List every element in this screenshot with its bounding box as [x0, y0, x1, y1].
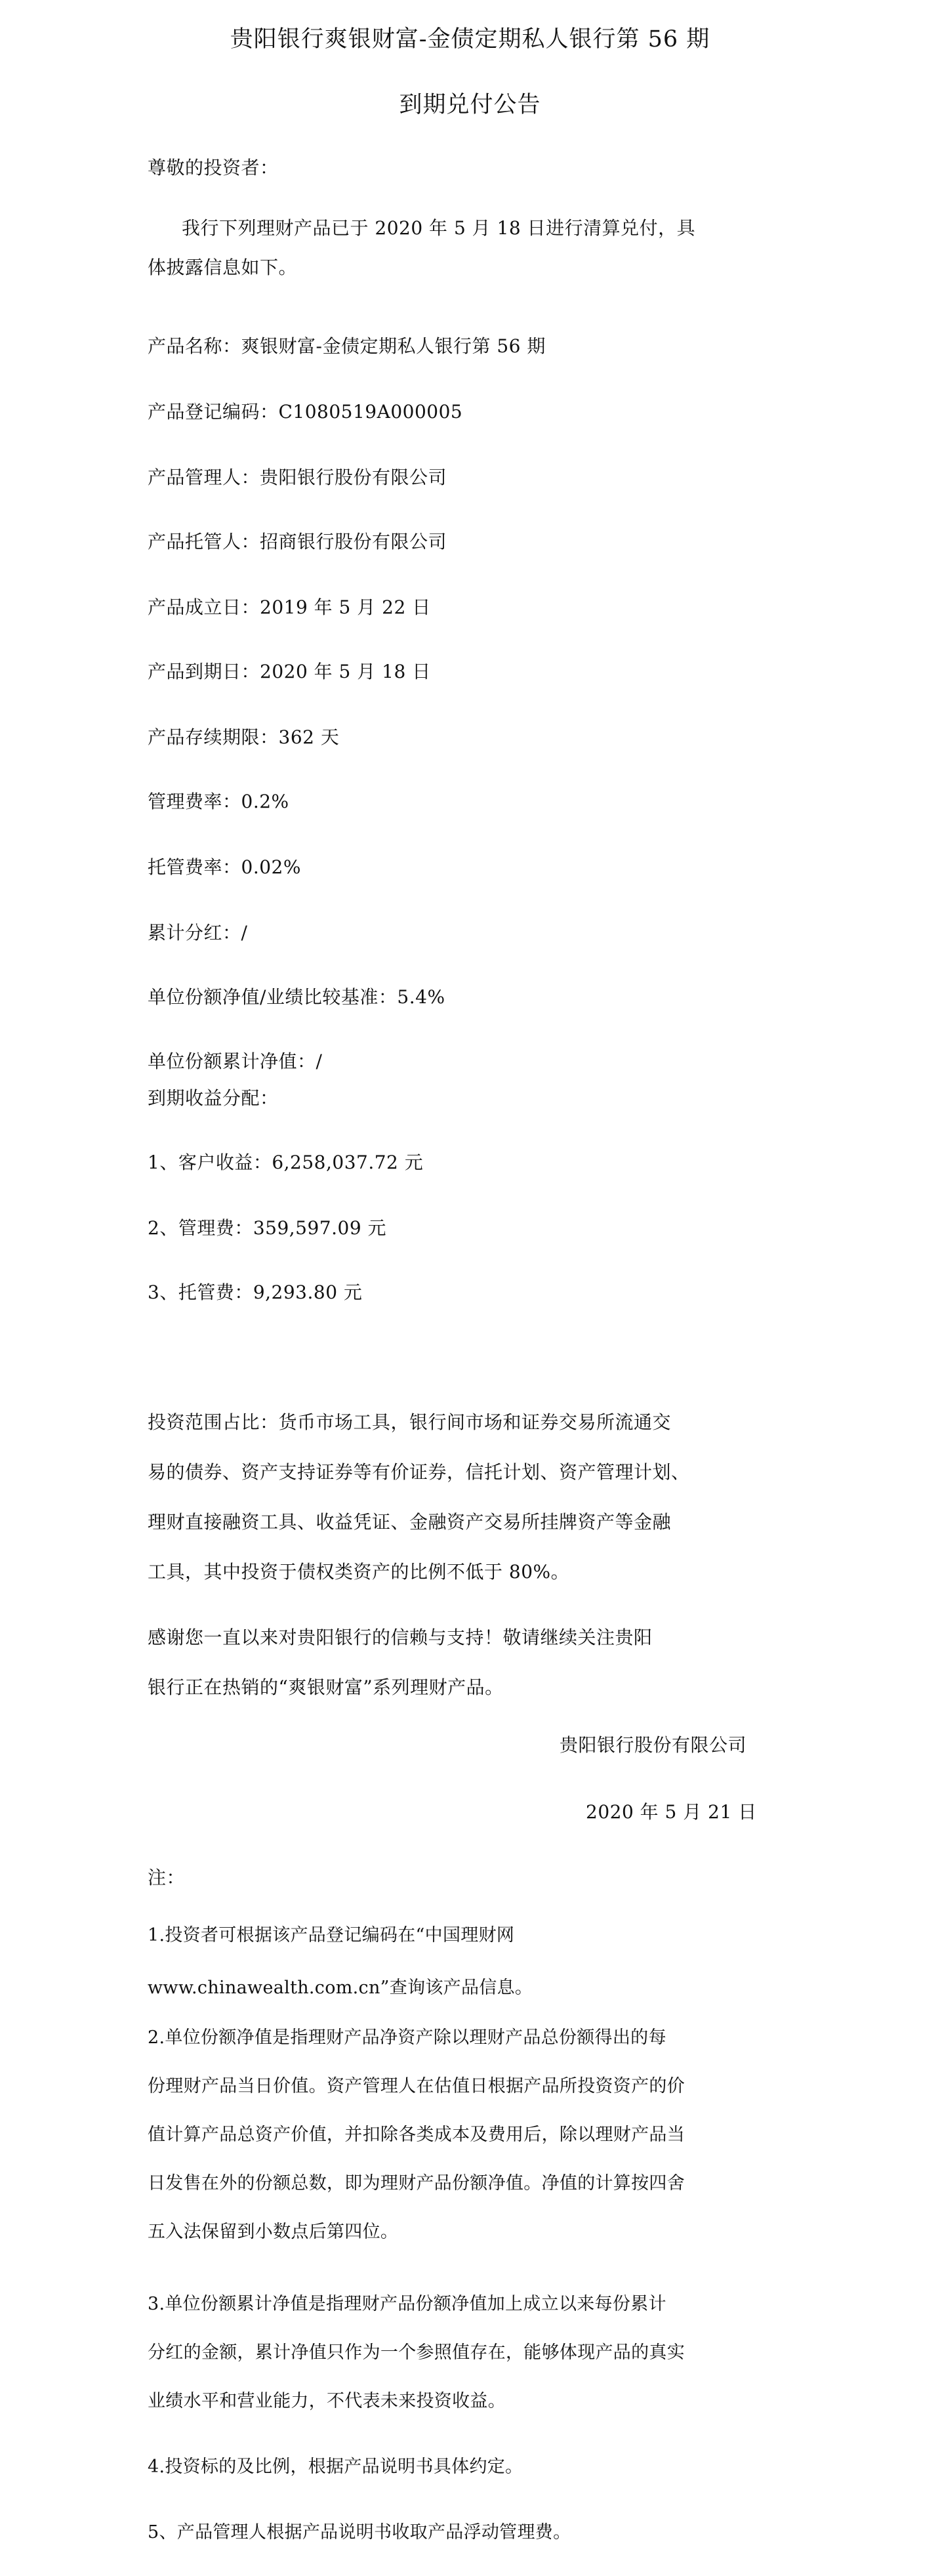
- greeting: 尊敬的投资者：: [148, 157, 279, 178]
- investment-scope-line3: 理财直接融资工具、收益凭证、金融资产交易所挂牌资产等金融: [148, 1511, 672, 1533]
- distribution-management-fee: 2、管理费：359,597.09 元: [148, 1217, 387, 1239]
- intro-line1: 我行下列理财产品已于 2020 年 5 月 18 日进行清算兑付，具: [182, 217, 696, 239]
- note-2: [148, 2025, 804, 2245]
- distribution-custody-fee: 3、托管费：9,293.80 元: [148, 1281, 363, 1303]
- intro-paragraph: [148, 215, 797, 281]
- investment-scope-line1: 投资范围占比：货币市场工具，银行间市场和证券交易所流通交: [148, 1411, 672, 1433]
- field-custody-fee-rate: 托管费率：0.02%: [148, 856, 301, 878]
- intro-line2: 体披露信息如下。: [148, 257, 298, 278]
- field-unit-nav-benchmark: 单位份额净值/业绩比较基准：5.4%: [148, 986, 445, 1008]
- note-1-line1: 1.投资者可根据该产品登记编码在“中国理财网: [148, 1925, 515, 1945]
- field-maturity-date: 产品到期日：2020 年 5 月 18 日: [148, 661, 431, 682]
- field-product-name: 产品名称：爽银财富-金债定期私人银行第 56 期: [148, 335, 546, 357]
- field-duration: 产品存续期限：362 天: [148, 726, 340, 748]
- thanks-paragraph: [148, 1625, 797, 1701]
- signature-date: 2020 年 5 月 21 日: [586, 1801, 757, 1823]
- signature-company: 贵阳银行股份有限公司: [560, 1734, 747, 1756]
- field-product-custodian: 产品托管人：招商银行股份有限公司: [148, 531, 447, 552]
- note-2-line1: 2.单位份额净值是指理财产品净资产除以理财产品总份额得出的每: [148, 2027, 666, 2048]
- thanks-line2: 银行正在热销的“爽银财富”系列理财产品。: [148, 1676, 504, 1698]
- note-3-line3: 业绩水平和营业能力，不代表未来投资收益。: [148, 2391, 506, 2411]
- field-inception-date: 产品成立日：2019 年 5 月 22 日: [148, 596, 431, 618]
- note-1-line2: www.chinawealth.com.cn”查询该产品信息。: [148, 1978, 533, 1998]
- note-4: 4.投资标的及比例，根据产品说明书具体约定。: [148, 2457, 523, 2477]
- distribution-client-income: 1、客户收益：6,258,037.72 元: [148, 1152, 424, 1173]
- document-title-line2: 到期兑付公告: [399, 92, 541, 118]
- field-cumulative-nav: 单位份额累计净值：/: [148, 1050, 323, 1072]
- investment-scope-line4: 工具，其中投资于债权类资产的比例不低于 80%。: [148, 1561, 570, 1583]
- note-2-line4: 日发售在外的份额总数，即为理财产品份额净值。净值的计算按四舍: [148, 2173, 685, 2193]
- note-1: [148, 1920, 804, 2004]
- note-2-line2: 份理财产品当日价值。资产管理人在估值日根据产品所投资资产的价: [148, 2076, 685, 2096]
- thanks-line1: 感谢您一直以来对贵阳银行的信赖与支持！敬请继续关注贵阳: [148, 1627, 653, 1648]
- note-3: [148, 2291, 804, 2415]
- investment-scope-line2: 易的债券、资产支持证券等有价证券，信托计划、资产管理计划、: [148, 1461, 690, 1483]
- field-management-fee-rate: 管理费率：0.2%: [148, 791, 289, 812]
- note-5: 5、产品管理人根据产品说明书收取产品浮动管理费。: [148, 2522, 571, 2543]
- field-registration-code: 产品登记编码：C1080519A000005: [148, 401, 463, 423]
- note-2-line3: 值计算产品总资产价值，并扣除各类成本及费用后，除以理财产品当: [148, 2125, 685, 2145]
- notes-heading: 注：: [148, 1867, 186, 1888]
- note-2-line5: 五入法保留到小数点后第四位。: [148, 2222, 399, 2242]
- field-product-manager: 产品管理人：贵阳银行股份有限公司: [148, 467, 447, 488]
- note-3-line1: 3.单位份额累计净值是指理财产品份额净值加上成立以来每份累计: [148, 2294, 666, 2314]
- document-title-line1: 贵阳银行爽银财富-金债定期私人银行第 56 期: [230, 26, 710, 52]
- investment-scope-paragraph: [148, 1409, 797, 1585]
- field-distribution-heading: 到期收益分配：: [148, 1087, 279, 1109]
- note-3-line2: 分红的金额，累计净值只作为一个参照值存在，能够体现产品的真实: [148, 2342, 685, 2363]
- field-cumulative-dividend: 累计分红：/: [148, 922, 248, 944]
